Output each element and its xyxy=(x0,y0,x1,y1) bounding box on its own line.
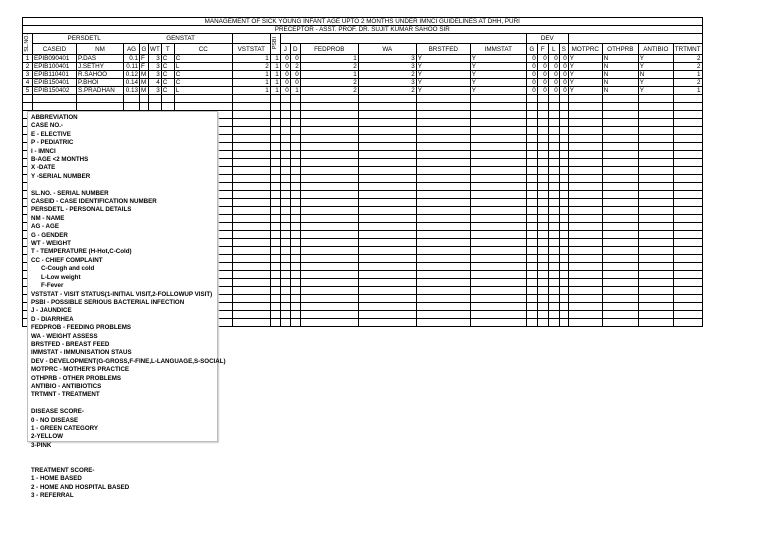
legend-line: WA - WEIGHT ASSESS xyxy=(31,332,98,340)
table-row xyxy=(23,86,703,94)
sheet-title: MANAGEMENT OF SICK YOUNG INFANT AGE UPTO 2 MONTHS UNDER IMNCI GUIDELINES AT DHH, PURI xyxy=(23,18,703,26)
cell-brstfed: Y xyxy=(416,86,470,94)
col-brstfed: BRSTFED xyxy=(416,44,470,54)
cell-ds: 0 xyxy=(559,86,568,94)
legend-line: L-Low weight xyxy=(41,273,81,281)
cell-vststat: 1 xyxy=(232,86,270,94)
col-antibio: ANTIBIO xyxy=(638,44,673,54)
cell-brstfed: Y xyxy=(416,54,470,62)
cell-caseid: EPIB150401 xyxy=(33,78,77,86)
col-wa: WA xyxy=(358,44,416,54)
cell-ds: 0 xyxy=(559,78,568,86)
col-t: T xyxy=(161,44,174,54)
cell-trtmnt: 2 xyxy=(673,78,702,86)
cell-immstat: Y xyxy=(470,62,526,70)
cell-ds: 0 xyxy=(559,54,568,62)
cell-vststat: 1 xyxy=(232,70,270,78)
cell-motprc: Y xyxy=(568,78,602,86)
cell-g: M xyxy=(140,78,149,86)
legend-line: DISEASE SCORE- xyxy=(31,408,84,416)
cell-ds: 0 xyxy=(559,62,568,70)
cell-fedprob: 1 xyxy=(300,70,358,78)
legend-line xyxy=(31,400,214,408)
cell-sl: 2 xyxy=(23,62,33,70)
col-slno: SL.NO. xyxy=(24,34,30,52)
cell-wt: 3 xyxy=(149,62,162,70)
cell-psbi: 1 xyxy=(270,54,280,62)
cell-g: M xyxy=(140,86,149,94)
cell-cc: C xyxy=(174,78,232,86)
cell-cc: L xyxy=(174,86,232,94)
legend-line: NM - NAME xyxy=(31,214,65,222)
legend-line: VSTSTAT - VISIT STATUS(1-INITIAL VISIT,2-FOLLOWUP VISIT) xyxy=(31,290,213,298)
legend-line: C-Cough and cold xyxy=(41,265,95,273)
group-persdetl: PERSDETL GENSTAT xyxy=(33,34,233,44)
cell-ag: 0.14 xyxy=(124,78,140,86)
cell-ag: 0.11 xyxy=(124,62,140,70)
legend-line: G - GENDER xyxy=(31,231,68,239)
cell-t: C xyxy=(161,78,174,86)
cell-dg: 0 xyxy=(526,78,537,86)
legend-line: TRTMNT - TREATMENT xyxy=(31,391,100,399)
cell-caseid: EPIB150402 xyxy=(33,86,77,94)
cell-immstat: Y xyxy=(470,78,526,86)
cell-g: M xyxy=(140,70,149,78)
cell-dl: 0 xyxy=(548,78,559,86)
cell-wa: 3 xyxy=(358,54,416,62)
col-dev-l: L xyxy=(548,44,559,54)
cell-df: 0 xyxy=(537,78,548,86)
cell-ag: 0.13 xyxy=(124,86,140,94)
cell-df: 0 xyxy=(537,62,548,70)
cell-vststat: 1 xyxy=(232,78,270,86)
cell-psbi: 1 xyxy=(270,78,280,86)
col-vststat: VSTSTAT xyxy=(232,44,270,54)
table-row xyxy=(23,70,703,78)
group-dev: DEV xyxy=(526,34,568,44)
cell-sl: 3 xyxy=(23,70,33,78)
col-fedprob: FEDPROB xyxy=(300,44,358,54)
legend-line: WT - WEIGHT xyxy=(31,240,71,248)
cell-caseid: EPIB110401 xyxy=(33,70,77,78)
cell-trtmnt: 1 xyxy=(673,86,702,94)
col-d: D xyxy=(290,44,300,54)
col-j: J xyxy=(280,44,290,54)
legend-line: T - TEMPERATURE (H-Hot,C-Cold) xyxy=(31,248,132,256)
legend-line: DEV - DEVELOPMENT(G-GROSS,F-FINE,L-LANGUAGE,S-SOCIAL) xyxy=(31,357,226,365)
legend-line xyxy=(31,450,214,458)
cell-cc: C xyxy=(174,70,232,78)
legend-line: SL.NO. - SERIAL NUMBER xyxy=(31,189,109,197)
cell-vststat: 1 xyxy=(232,54,270,62)
cell-wt: 3 xyxy=(149,70,162,78)
cell-antibio: Y xyxy=(638,78,673,86)
cell-fedprob: 1 xyxy=(300,54,358,62)
cell-trtmnt: 2 xyxy=(673,62,702,70)
cell-j: 0 xyxy=(280,78,290,86)
cell-d: 0 xyxy=(290,70,300,78)
cell-motprc: Y xyxy=(568,62,602,70)
table-row xyxy=(23,78,703,86)
col-psbi: PSBI xyxy=(271,36,278,49)
legend-line: CASE NO.- xyxy=(31,122,63,130)
cell-cc: L xyxy=(174,62,232,70)
col-dev-g: G xyxy=(526,44,537,54)
cell-caseid: EPIB100401 xyxy=(33,62,77,70)
group-genstat: GENSTAT xyxy=(166,35,195,43)
preceptor-line: PRECEPTOR - ASST. PROF. DR. SUJIT KUMAR SAHOO SIR xyxy=(23,26,703,34)
cell-wt: 3 xyxy=(149,54,162,62)
table-row xyxy=(23,62,703,70)
cell-wa: 2 xyxy=(358,86,416,94)
cell-antibio: Y xyxy=(638,86,673,94)
empty-row xyxy=(23,102,703,110)
cell-cc: C xyxy=(174,54,232,62)
cell-t: C xyxy=(161,62,174,70)
cell-d: 2 xyxy=(290,62,300,70)
cell-brstfed: Y xyxy=(416,70,470,78)
cell-ds: 0 xyxy=(559,70,568,78)
legend-line: 0 - NO DISEASE xyxy=(31,416,79,424)
legend-line: 1 - HOME BASED xyxy=(31,475,82,483)
cell-g: F xyxy=(140,62,149,70)
legend-line: ABBREVIATION xyxy=(31,114,78,121)
legend-line: CC - CHIEF COMPLAINT xyxy=(31,256,103,264)
cell-psbi: 1 xyxy=(270,70,280,78)
cell-wa: 2 xyxy=(358,70,416,78)
cell-j: 0 xyxy=(280,86,290,94)
empty-row xyxy=(23,94,703,102)
legend-line: Y -SERIAL NUMBER xyxy=(31,172,91,180)
cell-d: 0 xyxy=(290,78,300,86)
cell-j: 0 xyxy=(280,70,290,78)
cell-brstfed: Y xyxy=(416,78,470,86)
legend-line: F-Fever xyxy=(41,282,64,290)
legend-line: J - JAUNDICE xyxy=(31,307,72,315)
col-g: G xyxy=(140,44,149,54)
cell-t: C xyxy=(161,86,174,94)
legend-line: CASEID - CASE IDENTIFICATION NUMBER xyxy=(31,198,157,206)
col-nm: NM xyxy=(77,44,124,54)
abbreviation-legend xyxy=(27,111,226,500)
cell-wa: 3 xyxy=(358,78,416,86)
cell-dl: 0 xyxy=(548,54,559,62)
cell-wt: 4 xyxy=(149,78,162,86)
cell-othprb: N xyxy=(602,54,638,62)
cell-motprc: Y xyxy=(568,86,602,94)
cell-sl: 4 xyxy=(23,78,33,86)
legend-line: MOTPRC - MOTHER'S PRACTICE xyxy=(31,366,130,374)
table-row xyxy=(23,54,703,62)
legend-line: AG - AGE xyxy=(31,223,59,231)
legend-line: FEDPROB - FEEDING PROBLEMS xyxy=(31,324,132,332)
cell-fedprob: 2 xyxy=(300,62,358,70)
legend-line xyxy=(31,459,214,467)
legend-line: P - PEDIATRIC xyxy=(31,139,74,147)
cell-df: 0 xyxy=(537,54,548,62)
cell-vststat: 2 xyxy=(232,62,270,70)
legend-line: 1 - GREEN CATEGORY xyxy=(31,425,99,432)
cell-immstat: Y xyxy=(470,70,526,78)
legend-line: PERSDETL - PERSONAL DETAILS xyxy=(31,206,132,214)
legend-line: BRSTFED - BREAST FEED xyxy=(31,340,110,348)
cell-nm: P.DAS xyxy=(77,54,124,62)
cell-sl: 1 xyxy=(23,54,33,62)
cell-d: 0 xyxy=(290,54,300,62)
cell-df: 0 xyxy=(537,70,548,78)
cell-fedprob: 2 xyxy=(300,78,358,86)
cell-antibio: Y xyxy=(638,62,673,70)
cell-othprb: N xyxy=(602,62,638,70)
cell-j: 0 xyxy=(280,62,290,70)
cell-wa: 3 xyxy=(358,62,416,70)
cell-fedprob: 2 xyxy=(300,86,358,94)
cell-brstfed: Y xyxy=(416,62,470,70)
legend-line: B-AGE <2 MONTHS xyxy=(31,156,89,164)
cell-psbi: 1 xyxy=(270,62,280,70)
legend-line: 2 - HOME AND HOSPITAL BASED xyxy=(31,483,130,491)
legend-line: D - DIARRHEA xyxy=(31,315,74,323)
cell-nm: S.PRADHAN xyxy=(77,86,124,94)
cell-nm: R.SAHOO xyxy=(77,70,124,78)
col-othprb: OTHPRB xyxy=(602,44,638,54)
cell-dg: 0 xyxy=(526,70,537,78)
col-cc: CC xyxy=(174,44,232,54)
col-ag: AG xyxy=(124,44,140,54)
legend-line: E - ELECTIVE xyxy=(31,130,71,138)
cell-immstat: Y xyxy=(470,86,526,94)
cell-wt: 3 xyxy=(149,86,162,94)
col-trtmnt: TRTMNT xyxy=(674,45,701,53)
cell-nm: J.SETHY xyxy=(77,62,124,70)
cell-g: F xyxy=(140,54,149,62)
cell-dl: 0 xyxy=(548,70,559,78)
cell-trtmnt: 2 xyxy=(673,54,702,62)
legend-line: PSBI - POSSIBLE SERIOUS BACTERIAL INFECTION xyxy=(31,298,185,306)
col-motprc: MOTPRC xyxy=(568,44,602,54)
cell-df: 0 xyxy=(537,86,548,94)
legend-line: 3-PINK xyxy=(31,441,52,449)
col-dev-f: F xyxy=(537,44,548,54)
cell-ag: 0.12 xyxy=(124,70,140,78)
cell-dl: 0 xyxy=(548,86,559,94)
cell-j: 0 xyxy=(280,54,290,62)
cell-t: C xyxy=(161,70,174,78)
cell-nm: P.BHOI xyxy=(77,78,124,86)
col-caseid: CASEID xyxy=(33,44,77,54)
legend-line: 2-YELLOW xyxy=(31,433,63,441)
col-immstat: IMMSTAT xyxy=(470,44,526,54)
cell-immstat: Y xyxy=(470,54,526,62)
cell-trtmnt: 1 xyxy=(673,70,702,78)
cell-dl: 0 xyxy=(548,62,559,70)
cell-t: C xyxy=(161,54,174,62)
col-wt: WT xyxy=(150,45,160,53)
cell-dg: 0 xyxy=(526,54,537,62)
cell-othprb: N xyxy=(602,86,638,94)
cell-caseid: EPIB090401 xyxy=(33,54,77,62)
col-dev-s: S xyxy=(559,44,568,54)
cell-motprc: Y xyxy=(568,54,602,62)
cell-othprb: N xyxy=(602,70,638,78)
legend-line: IMMSTAT - IMMUNISATION STAUS xyxy=(31,349,132,357)
legend-line xyxy=(31,181,214,189)
cell-othprb: N xyxy=(602,78,638,86)
legend-line: 3 - REFERRAL xyxy=(31,492,74,500)
cell-sl: 5 xyxy=(23,86,33,94)
cell-d: 1 xyxy=(290,86,300,94)
cell-ag: 0.1 xyxy=(124,54,140,62)
legend-line: ANTIBIO - ANTIBIOTICS xyxy=(31,382,102,390)
cell-dg: 0 xyxy=(526,86,537,94)
cell-antibio: N xyxy=(638,70,673,78)
legend-line: X -DATE xyxy=(31,164,56,172)
cell-psbi: 1 xyxy=(270,86,280,94)
cell-dg: 0 xyxy=(526,62,537,70)
cell-antibio: Y xyxy=(638,54,673,62)
legend-line: OTHPRB - OTHER PROBLEMS xyxy=(31,374,122,382)
cell-motprc: Y xyxy=(568,70,602,78)
legend-line: TREATMENT SCORE- xyxy=(31,467,95,474)
legend-line: I - IMNCI xyxy=(31,147,56,155)
